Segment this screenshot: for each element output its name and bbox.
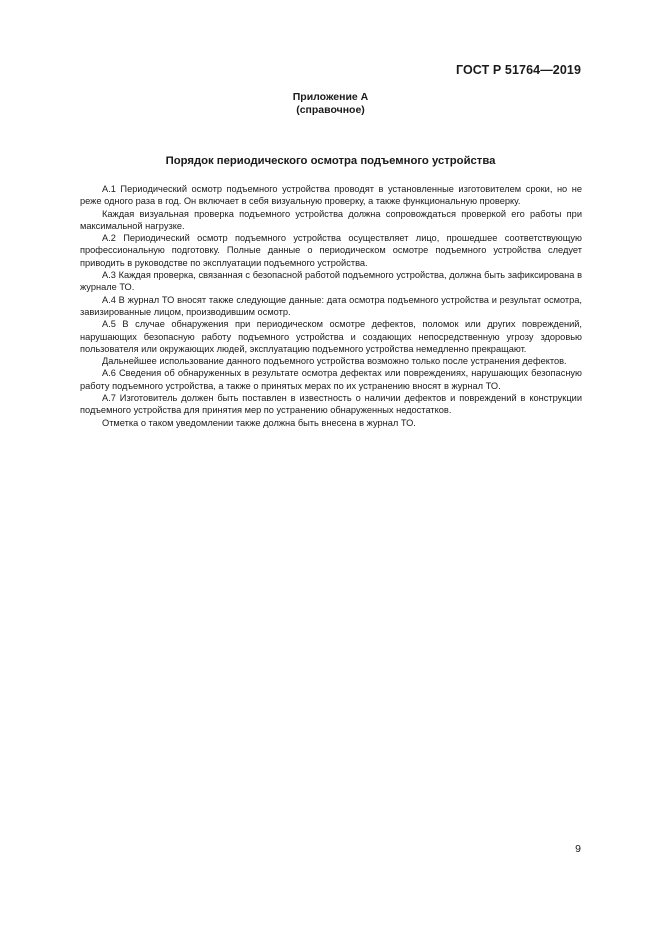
paragraph-a7-continued: Отметка о таком уведомлении также должна быть внесена в журнал ТО.	[102, 417, 416, 428]
section-heading: Порядок периодического осмотра подъемного устройства	[165, 155, 496, 167]
paragraph-a1: А.1 Периодический осмотр подъемного устройства проводят в установленные изготовителем сроки, но не реже одного раза в год. Он включает в себя визуальную проверку, а также функциональную проверку.	[80, 184, 582, 207]
appendix-heading	[0, 91, 661, 117]
paragraph-a5: А.5 В случае обнаружения при периодическом осмотре дефектов, поломок или других повреждений, нарушающих безопасную работу подъемного устройства и создающих непосредственную угрозу здоровью пользователя или окружающих людей, эксплуатацию подъемного устройства немедленно прекращают.	[80, 319, 582, 354]
appendix-title: Приложение А	[292, 91, 369, 103]
paragraph-a3: А.3 Каждая проверка, связанная с безопасной работой подъемного устройства, должна быть зафиксирована в журнале ТО.	[80, 270, 582, 293]
paragraph-a1-continued: Каждая визуальная проверка подъемного устройства должна сопровождаться проверкой его работы при максимальной нагрузке.	[80, 208, 582, 231]
paragraph-a5-continued: Дальнейшее использование данного подъемного устройства возможно только после устранения дефектов.	[102, 356, 567, 367]
document-code: ГОСТ Р 51764—2019	[455, 63, 581, 77]
page-number: 9	[575, 843, 581, 855]
paragraph-a2: А.2 Периодический осмотр подъемного устройства осуществляет лицо, прошедшее соответствующую профессиональную подготовку. Полные данные о периодическом осмотре подъемного устройства следует приводить в руководстве по эксплуатации подъемного устройства.	[80, 233, 582, 268]
paragraph-a7: А.7 Изготовитель должен быть поставлен в известность о наличии дефектов и повреждений в конструкции подъемного устройства для принятия мер по устранению обнаруженных недостатков.	[80, 393, 582, 416]
paragraph-a4: А.4 В журнал ТО вносят также следующие данные: дата осмотра подъемного устройства и результат осмотра, завизированные лицом, производившим осмотр.	[80, 294, 582, 317]
paragraph-a6: А.6 Сведения об обнаруженных в результате осмотра дефектах или повреждениях, нарушающих безопасную работу подъемного устройства, а также о принятых мерах по их устранению вносят в журнал ТО.	[80, 368, 582, 391]
appendix-subtitle: (справочное)	[296, 104, 365, 116]
body-text	[80, 183, 582, 429]
